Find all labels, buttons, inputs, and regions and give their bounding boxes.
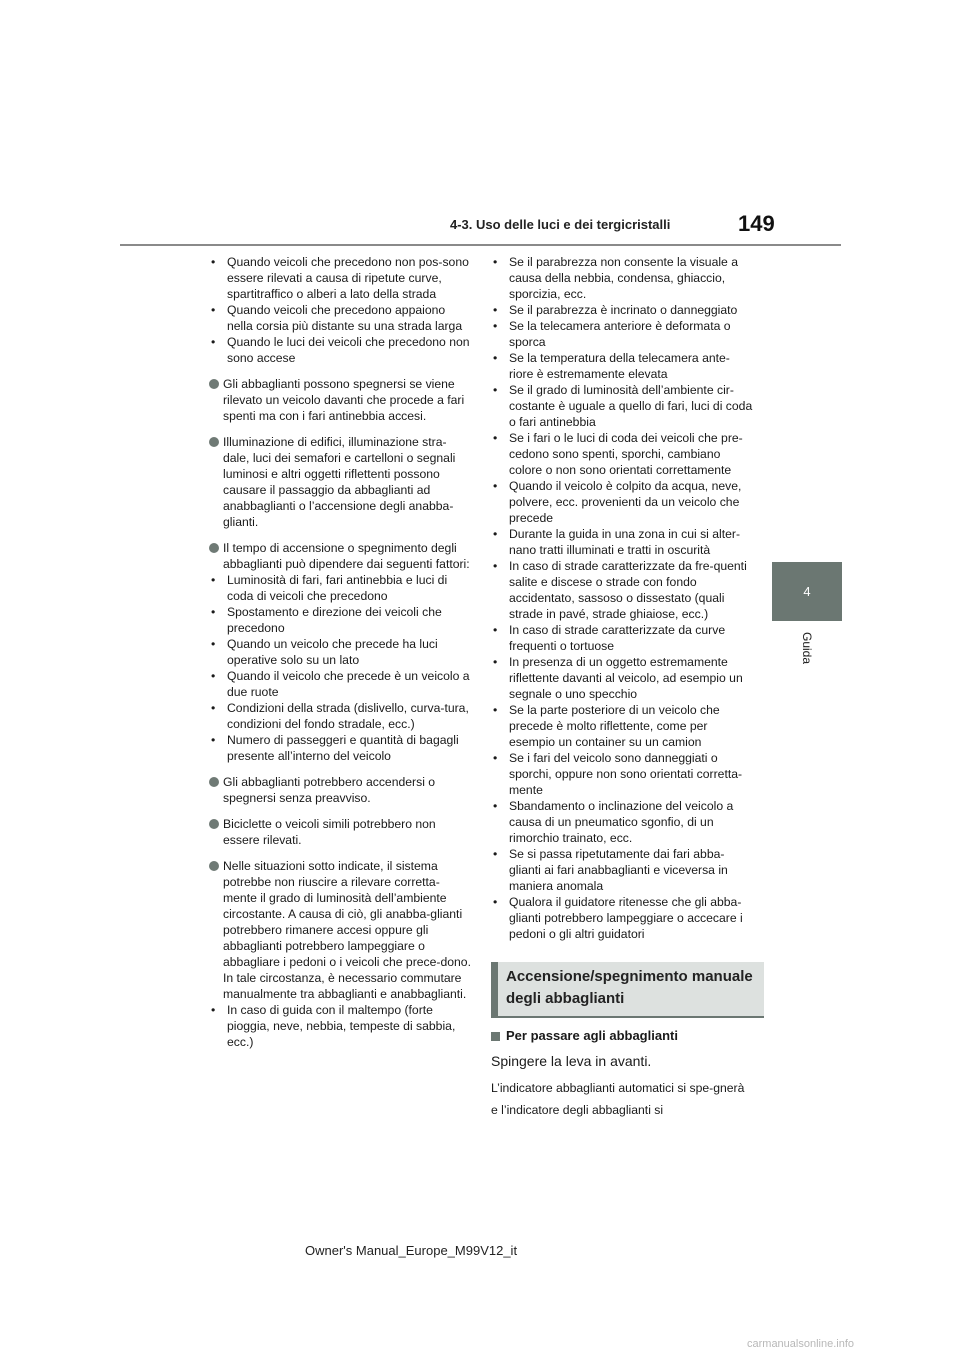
list-item: • Se il parabrezza non consente la visuale a causa della nebbia, condensa, ghiaccio, sporcizia, ecc. [491,254,753,302]
intro-bullet-list [209,254,471,366]
list-item: • Quando il veicolo è colpito da acqua, neve, polvere, ecc. provenienti da un veicolo che precede [491,478,753,526]
list-item: • Spostamento e direzione dei veicoli che precedono [209,604,471,636]
circle-bullet-icon [209,777,219,787]
section-heading: Accensione/spegnimento manuale degli abbaglianti [506,968,753,1007]
subheading [491,1027,753,1045]
note-text: Biciclette o veicoli simili potrebbero non essere rilevati. [223,817,436,847]
list-item: • Quando il veicolo che precede è un veicolo a due ruote [209,668,471,700]
page-number: 149 [738,211,775,236]
note-text: Nelle situazioni sotto indicate, il sistema potrebbe non riuscire a rilevare corretta-mente il grado di luminosità dell’ambiente circostante. A causa di ciò, gli anabba-glianti potrebbero rimanere accesi oppure gli abbaglianti potrebbero lampeggiare o abbagliare i pedoni o i veicoli che prece-dono. In tale circostanza, è necessario commutare manualmente tra abbaglianti e anabbaglianti. [223,859,471,1001]
list-item: • Durante la guida in una zona in cui si alter-nano tratti illuminati e tratti in oscurità [491,526,753,558]
list-item: • Quando veicoli che precedono non pos-sono essere rilevati a causa di ripetute curve, spartitraffico o alberi a lato della strada [209,254,471,302]
square-bullet-icon [491,1032,500,1041]
list-item: • Qualora il guidatore ritenesse che gli abba-glianti potrebbero lampeggiare o accecare i pedoni o gli altri guidatori [491,894,753,942]
list-item: • In caso di guida con il maltempo (forte pioggia, neve, nebbia, tempeste di sabbia, ecc.) [209,1002,471,1050]
list-item: • Se la parte posteriore di un veicolo che precede è molto riflettente, come per esempio un container su un camion [491,702,753,750]
circle-bullet-icon [209,819,219,829]
list-item: • In presenza di un oggetto estremamente riflettente davanti al veicolo, ad esempio un segnale o uno specchio [491,654,753,702]
list-item: • Se il grado di luminosità dell’ambiente cir-costante è uguale a quello di fari, luci di coda o fari antinebbia [491,382,753,430]
note [209,540,471,764]
note [209,816,471,848]
circle-bullet-icon [209,861,219,871]
list-item: • Se i fari del veicolo sono danneggiati o sporchi, oppure non sono orientati corretta-mente [491,750,753,798]
section-heading-box [491,962,764,1018]
left-column [209,254,471,1050]
circle-bullet-icon [209,437,219,447]
list-item: • Numero di passeggeri e quantità di bagagli presente all’interno del veicolo [209,732,471,764]
list-item: • Sbandamento o inclinazione del veicolo a causa di un pneumatico sgonfio, di un rimorchio trainato, ecc. [491,798,753,846]
circle-bullet-icon [209,543,219,553]
list-item: • Quando un veicolo che precede ha luci operative solo su un lato [209,636,471,668]
list-item: • Luminosità di fari, fari antinebbia e luci di coda di veicoli che precedono [209,572,471,604]
note [209,858,471,1050]
note-text: Il tempo di accensione o spegnimento degli abbaglianti può dipendere dai seguenti fattori: [223,541,470,571]
list-item: • Se i fari o le luci di coda dei veicoli che pre-cedono sono spenti, sporchi, cambiano colore o non sono orientati correttamente [491,430,753,478]
circle-bullet-icon [209,379,219,389]
situation-list-continued [491,254,753,942]
section-title: 4-3. Uso delle luci e dei tergicristalli [450,217,671,232]
note [209,376,471,424]
subheading-text: Per passare agli abbaglianti [506,1028,678,1043]
chapter-number: 4 [803,584,811,599]
list-item: • Condizioni della strada (dislivello, curva-tura, condizioni del fondo stradale, ecc.) [209,700,471,732]
list-item: • Quando veicoli che precedono appaiono nella corsia più distante su una strada larga [209,302,471,334]
footer-manual-name: Owner's Manual_Europe_M99V12_it [305,1243,518,1258]
chapter-tab [772,562,842,621]
list-item: • Quando le luci dei veicoli che precedono non sono accese [209,334,471,366]
list-item: • Se la temperatura della telecamera ante-riore è estremamente elevata [491,350,753,382]
right-column [491,254,753,1121]
list-item: • Se si passa ripetutamente dai fari abba-glianti ai fari anabbaglianti e viceversa in maniera anomala [491,846,753,894]
situation-list [209,1002,471,1050]
list-item: • In caso di strade caratterizzate da curve frequenti o tortuose [491,622,753,654]
list-item: • Se il parabrezza è incrinato o danneggiato [491,302,753,318]
body-text: L’indicatore abbaglianti automatici si spe-gnerà e l’indicatore degli abbaglianti si [491,1081,745,1117]
chapter-label: Guida [800,632,814,665]
instruction-text: Spingere la leva in avanti. [491,1053,652,1069]
note-text: Illuminazione di edifici, illuminazione stra-dale, luci dei semafori e cartelloni o segnali luminosi e altri oggetti riflettenti possono causare il passaggio da abbaglianti ad anabbaglianti o l’accensione degli anabba-glianti. [223,435,456,529]
note [209,434,471,530]
watermark: carmanualsonline.info [747,1338,855,1350]
factor-list [209,572,471,764]
note-text: Gli abbaglianti potrebbero accendersi o spegnersi senza preavviso. [223,775,436,805]
header-divider [120,244,841,246]
list-item: • Se la telecamera anteriore è deformata o sporca [491,318,753,350]
list-item: • In caso di strade caratterizzate da fre-quenti salite e discese o strade con fondo accidentato, sassoso o dissestato (quali strade in pavé, strade ghiaiose, ecc.) [491,558,753,622]
note [209,774,471,806]
note-text: Gli abbaglianti possono spegnersi se viene rilevato un veicolo davanti che procede a fari spenti ma con i fari antinebbia accesi. [223,377,465,423]
